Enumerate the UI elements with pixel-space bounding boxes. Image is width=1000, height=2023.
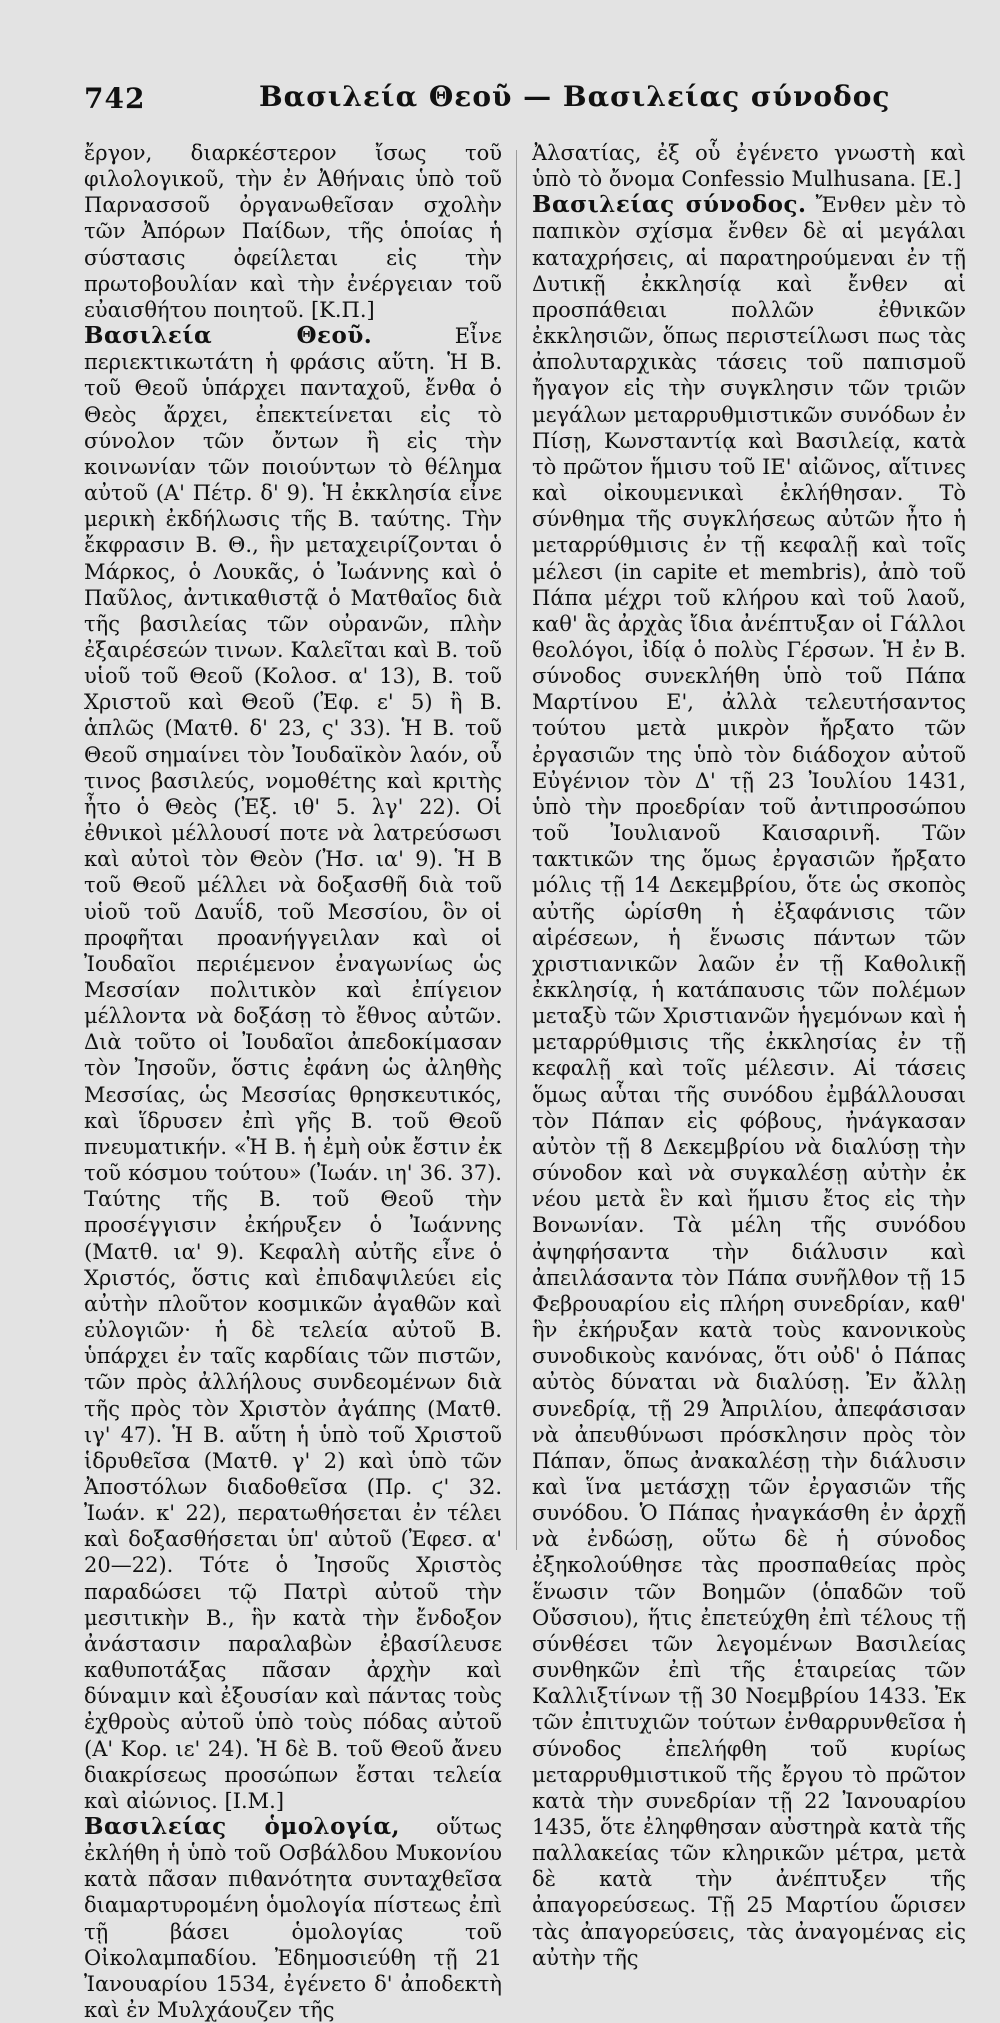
entry-text: ἔργον, διαρκέστερον ἴσως τοῦ φιλολογικοῦ, τὴν ἐν Ἀθήναις ὑπὸ τοῦ Παρνασσοῦ ὀργανωθεῖσαν σχολὴν τῶν Ἀπόρων Παίδων, τῆς ὁποίας ἡ σύστασις ὀφείλεται εἰς τὴν πρωτοβουλίαν καὶ τὴν ἐνέργειαν τοῦ εὐαισθήτου ποιητοῦ. [Κ.Π.] <box>84 141 502 322</box>
entry-vasileia-theou <box>84 323 502 1814</box>
left-column <box>84 140 502 2023</box>
right-column <box>532 140 966 1970</box>
column-divider <box>516 150 517 1550</box>
entry-text: Ἀλσατίας, ἐξ οὗ ἐγένετο γνωστὴ καὶ ὑπὸ τὸ ὄνομα Confessio Mulhusana. [Ε.] <box>532 141 966 192</box>
entry-headword: Βασιλείας ὁμολογία, <box>84 1813 401 1840</box>
entry-text: Εἶνε περιεκτικωτάτη ἡ φράσις αὕτη. Ἡ Β. τοῦ Θεοῦ ὑπάρχει πανταχοῦ, ἔνθα ὁ Θεὸς ἄρχει, ἐπεκτείνεται εἰς τὸ σύνολον τῶν ὄντων ἢ εἰς τὴν κοινωνίαν τῶν ποιούντων τὸ θέλημα αὐτοῦ (Α' Πέτρ. δ' 9). Ἡ ἐκκλησία εἶνε μερικὴ ἐκδήλωσις τῆς Β. ταύτης. Τὴν ἔκφρασιν Β. Θ., ἣν μεταχειρίζονται ὁ Μάρκος, ὁ Λουκᾶς, ὁ Ἰωάννης καὶ ὁ Παῦλος, ἀντικαθιστᾷ ὁ Ματθαῖος διὰ τῆς βασιλείας τῶν οὐρανῶν, πλὴν ἐξαιρέσεών τινων. Καλεῖται καὶ Β. τοῦ υἱοῦ τοῦ Θεοῦ (Κολοσ. α' 13), Β. τοῦ Χριστοῦ καὶ Θεοῦ (Ἐφ. ε' 5) ἢ Β. ἁπλῶς (Ματθ. δ' 23, ς' 33). Ἡ Β. τοῦ Θεοῦ σημαίνει τὸν Ἰουδαϊκὸν λαόν, οὗ τινος βασιλεύς, νομοθέτης καὶ κριτὴς ἦτο ὁ Θεὸς (Ἐξ. ιθ' 5. λγ' 22). Οἱ ἐθνικοὶ μέλλουσί ποτε νὰ λατρεύσωσι καὶ αὐτοὶ τὸν Θεὸν (Ἠσ. ια' 9). Ἡ Β τοῦ Θεοῦ μέλλει νὰ δοξασθῆ διὰ τοῦ υἱοῦ τοῦ Δαυΐδ, τοῦ Μεσσίου, ὃν οἱ προφῆται προανήγγειλαν καὶ οἱ Ἰουδαῖοι περιέμενον ἐναγωνίως ὡς Μεσσίαν πολιτικὸν καὶ ἐπίγειον μέλλοντα νὰ δοξάσῃ τὸ ἔθνος αὐτῶν. Διὰ τοῦτο οἱ Ἰουδαῖοι ἀπεδοκίμασαν τὸν Ἰησοῦν, ὅστις ἐφάνη ὡς ἀληθὴς Μεσσίας, ὡς Μεσσίας θρησκευτικός, καὶ ἵδρυσεν ἐπὶ γῆς Β. τοῦ Θεοῦ πνευματικήν. «Ἡ Β. ἡ ἐμὴ οὐκ ἔστιν ἐκ τοῦ κόσμου τούτου» (Ἰωάν. ιη' 36. 37). Ταύτης τῆς Β. τοῦ Θεοῦ τὴν προσέγγισιν ἐκήρυξεν ὁ Ἰωάννης (Ματθ. ια' 9). Κεφαλὴ αὐτῆς εἶνε ὁ Χριστός, ὅστις καὶ ἐπιδαψιλεύει εἰς αὐτὴν πλοῦτον κοσμικῶν ἀγαθῶν καὶ εὐλογιῶν· ἡ δὲ τελεία αὐτοῦ Β. ὑπάρχει ἐν ταῖς καρδίαις τῶν πιστῶν, τῶν πρὸς ἀλλήλους συνδεομένων διὰ τῆς πρὸς τὸν Χριστὸν ἀγάπης (Ματθ. ιγ' 47). Ἡ Β. αὕτη ἡ ὑπὸ τοῦ Χριστοῦ ἱδρυθεῖσα (Ματθ. γ' 2) καὶ ὑπὸ τῶν Ἀποστόλων διαδοθεῖσα (Πρ. ϛ' 32. Ἰωάν. κ' 22), περατωθήσεται ἐν τέλει καὶ δοξασθήσεται ὑπ' αὐτοῦ (Ἐφεσ. α' 20—22). Τότε ὁ Ἰησοῦς Χριστὸς παραδώσει τῷ Πατρὶ αὐτοῦ τὴν μεσιτικὴν Β., ἣν κατὰ τὴν ἔνδοξον ἀνάστασιν παραλαβὼν ἐβασίλευσε καθυποτάξας πᾶσαν ἀρχὴν καὶ δύναμιν καὶ ἐξουσίαν καὶ πάντας τοὺς ἐχθροὺς αὐτοῦ ὑπὸ τοὺς πόδας αὐτοῦ (Α' Κορ. ιε' 24). Ἡ δὲ Β. τοῦ Θεοῦ ἄνευ διακρίσεως προσώπων ἔσται τελεία καὶ αἰώνιος. [Ι.Μ.] <box>84 324 502 1813</box>
page-header <box>84 80 914 120</box>
entry-continuation <box>532 140 966 192</box>
entry-headword: Βασιλείας σύνοδος. <box>532 191 807 219</box>
entry-text: οὕτως ἐκλήθη ἡ ὑπὸ τοῦ Οσβάλδου Μυκονίου κατὰ πᾶσαν πιθανότητα συνταχθεῖσα διαμαρτυρομένη ὁμολογία πίστεως ἐπὶ τῇ βάσει ὁμολογίας τοῦ Οἰκολαμπαδίου. Ἐδημοσιεύθη τῇ 21 Ἰανουαρίου 1534, ἐγένετο δ' ἀποδεκτὴ καὶ ἐν Μυλχάουζεν τῆς <box>84 1815 502 2023</box>
entry-continuation <box>84 140 502 323</box>
entry-vasileias-synodos <box>532 192 966 1971</box>
entry-text: Ἔνθεν μὲν τὸ παπικὸν σχίσμα ἔνθεν δὲ αἱ μεγάλαι καταχρήσεις, αἱ παρατηρούμεναι ἐν τῇ Δυτικῇ ἐκκλησίᾳ καὶ ἔνθεν αἱ προσπάθειαι πολλῶν ἐθνικῶν ἐκκλησιῶν, ὅπως περιστείλωσι πως τὰς ἀπολυταρχικὰς τάσεις τοῦ παπισμοῦ ἤγαγον εἰς τὴν συγκλησιν τῶν τριῶν μεγάλων μεταρρυθμιστικῶν συνόδων ἐν Πίσῃ, Κωνσταντίᾳ καὶ Βασιλείᾳ, κατὰ τὸ πρῶτον ἥμισυ τοῦ ΙΕ' αἰῶνος, αἵτινες καὶ οἰκουμενικαὶ ἐκλήθησαν. Τὸ σύνθημα τῆς συγκλήσεως αὐτῶν ἦτο ἡ μεταρρύθμισις ἐν τῇ κεφαλῇ καὶ τοῖς μέλεσι (in capite et membris), ἀπὸ τοῦ Πάπα μέχρι τοῦ κλήρου καὶ τοῦ λαοῦ, καθ' ἃς ἀρχὰς ἴδια ἀνέπτυξαν οἱ Γάλλοι θεολόγοι, ἰδίᾳ ὁ πολὺς Γέρσων. Ἡ ἐν Β. σύνοδος συνεκλήθη ὑπὸ τοῦ Πάπα Μαρτίνου Ε', ἀλλὰ τελευτήσαντος τούτου μετὰ μικρὸν ἤρξατο τῶν ἐργασιῶν της ὑπὸ τὸν διάδοχον αὐτοῦ Εὐγένιον τὸν Δ' τῇ 23 Ἰουλίου 1431, ὑπὸ τὴν προεδρίαν τοῦ ἀντιπροσώπου τοῦ Ἰουλιανοῦ Καισαρινῆ. Τῶν τακτικῶν της ὅμως ἐργασιῶν ἤρξατο μόλις τῇ 14 Δεκεμβρίου, ὅτε ὡς σκοπὸς αὐτῆς ὡρίσθη ἡ ἐξαφάνισις τῶν αἱρέσεων, ἡ ἕνωσις πάντων τῶν χριστιανικῶν λαῶν ἐν τῇ Καθολικῇ ἐκκλησίᾳ, ἡ κατάπαυσις τῶν πολέμων μεταξὺ τῶν Χριστιανῶν ἡγεμόνων καὶ ἡ μεταρρύθμισις τῆς ἐκκλησίας ἐν τῇ κεφαλῇ καὶ τοῖς μέλεσιν. Αἱ τάσεις ὅμως αὗται τῆς συνόδου ἐμβάλλουσαι τὸν Πάπαν εἰς φόβους, ἠνάγκασαν αὐτὸν τῇ 8 Δεκεμβρίου νὰ διαλύσῃ τὴν σύνοδον καὶ νὰ συγκαλέσῃ αὐτὴν ἐκ νέου μετὰ ἓν καὶ ἥμισυ ἔτος εἰς τὴν Βονωνίαν. Τὰ μέλη τῆς συνόδου ἀψηφήσαντα τὴν διάλυσιν καὶ ἀπειλάσαντα τὸν Πάπα συνῆλθον τῇ 15 Φεβρουαρίου εἰς πλήρη συνεδρίαν, καθ' ἣν ἐκήρυξαν κατὰ τοὺς κανονικοὺς συνοδικοὺς κανόνας, ὅτι οὐδ' ὁ Πάπας αὐτὸς δύναται νὰ διαλύσῃ. Ἐν ἄλλῃ συνεδρίᾳ, τῇ 29 Ἀπριλίου, ἀπεφάσισαν νὰ ἀπευθύνωσι πρόσκλησιν πρὸς τὸν Πάπαν, ὅπως ἀνακαλέσῃ τὴν διάλυσιν καὶ ἵνα μετάσχῃ τῶν ἐργασιῶν τῆς συνόδου. Ὁ Πάπας ἠναγκάσθη ἐν ἀρχῇ νὰ ἐνδώσῃ, οὕτω δὲ ἡ σύνοδος ἐξηκολούθησε τὰς προσπαθείας πρὸς ἕνωσιν τῶν Βοημῶν (ὁπαδῶν τοῦ Οὔσσιου), ἥτις ἐπετεύχθη ἐπὶ τέλους τῇ σύνθέσει τῶν λεγομένων Βασιλείας συνθηκῶν ἐπὶ τῆς ἑταιρείας τῶν Καλλιξτίνων τῇ 30 Νοεμβρίου 1433. Ἐκ τῶν ἐπιτυχιῶν τούτων ἐνθαρρυνθεῖσα ἡ σύνοδος ἐπελήφθη τοῦ κυρίως μεταρρυθμιστικοῦ τῆς ἔργου τὸ πρῶτον κατὰ τὴν συνεδρίαν τῇ 22 Ἰανουαρίου 1435, ὅτε ἐληφθησαν αὐστηρὰ κατὰ τῆς παλλακείας τῶν κληρικῶν μέτρα, μετὰ δὲ κατὰ τὴν ἀνέπτυξεν τῆς ἀπαγορεύσεως. Τῇ 25 Μαρτίου ὥρισεν τὰς ἀπαγορεύσεις, τὰς ἀναγομένας εἰς αὐτὴν τῆς <box>532 193 966 1970</box>
running-title: Βασιλεία Θεοῦ — Βασιλείας σύνοδος <box>259 80 891 113</box>
page-number: 742 <box>84 82 146 115</box>
entry-headword: Βασιλεία Θεοῦ. <box>84 322 373 350</box>
entry-vasileias-omologia <box>84 1814 502 2023</box>
